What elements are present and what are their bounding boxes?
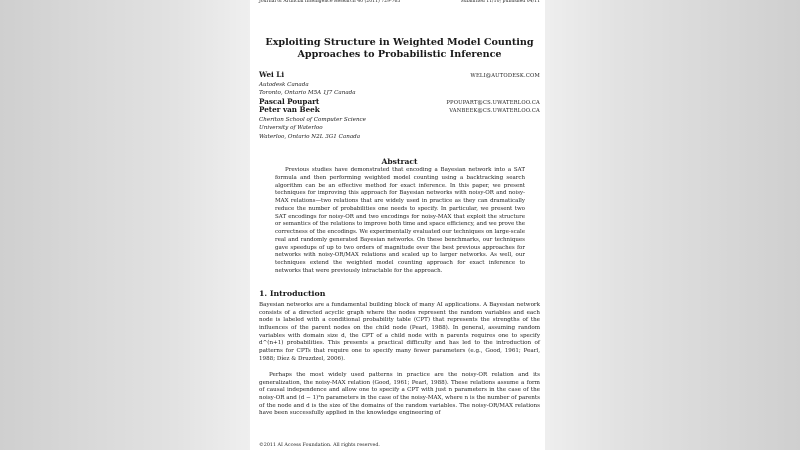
- abstract-text: Previous studies have demonstrated that encoding a Bayesian network into a SAT formula and then performing weighted model counting using a backtracking search algorithm can be an effective method for exact inference. In this paper, we present techniques for improving this approach for Bayesian networks with noisy-OR and noisy-MAX relations—two relations that are widely used in practice as they can dramatically reduce the number of probabilities one needs to specify. In particular, we present two SAT encodings for noisy-OR and two encodings for noisy-MAX that exploit the structure or semantics of the relations to improve both time and space efficiency, and we prove the correctness of the encodings. We experimentally evaluated our techniques on large-scale real and randomly generated Bayesian networks. On these benchmarks, our techniques gave speedups of up to two orders of magnitude over the best previous approaches for networks with noisy-OR/MAX relations and scaled up to larger networks. As well, our techniques extend the weighted model counting approach for exact inference to networks that were previously intractable for the approach.: [275, 167, 525, 274]
- author-name: Pascal Poupart: [259, 97, 320, 106]
- affiliation-line: Toronto, Ontario M5A 1J7 Canada: [259, 90, 356, 96]
- author-email: PPOUPART@CS.UWATERLOO.CA: [446, 100, 540, 106]
- title-line-2: Approaches to Probabilistic Inference: [297, 49, 502, 60]
- author-email: VANBEEK@CS.UWATERLOO.CA: [449, 108, 540, 114]
- blurred-background-left: [0, 0, 250, 450]
- author-name: Wei Li: [259, 70, 285, 79]
- journal-citation: Journal of Artificial Intelligence Research 40 (2011) 729-765: [259, 0, 401, 4]
- running-header: [259, 0, 540, 4]
- paper-page: [250, 0, 545, 450]
- author-peter-van-beek: [259, 106, 540, 141]
- title-line-1: Exploiting Structure in Weighted Model Counting: [265, 37, 534, 48]
- intro-paragraph-1: Bayesian networks are a fundamental building block of many AI applications. A Bayesian network consists of a directed acyclic graph where the nodes represent the random variables and each node is labeled with a conditional probability table (CPT) that represents the strengths of the influences of the parent nodes on the child node (Pearl, 1988). In general, assuming random variables with domain size d, the CPT of a child node with n parents requires one to specify d^(n+1) probabilities. This presents a practical difficulty and has led to the introduction of patterns for CPTs that require one to specify many fewer parameters (e.g., Good, 1961; Pearl, 1988; Díez & Druzdzel, 2006).: [259, 302, 540, 362]
- author-wei-li: [259, 71, 540, 98]
- copyright-footer: ©2011 AI Access Foundation. All rights reserved.: [259, 443, 380, 448]
- affiliation-line: Autodesk Canada: [259, 81, 309, 88]
- submission-dates: Submitted 11/10; published 04/11: [460, 0, 540, 4]
- affiliation-line: University of Waterloo: [259, 125, 323, 131]
- blurred-background-right: [540, 0, 800, 450]
- intro-paragraph-2: Perhaps the most widely used patterns in practice are the noisy-OR relation and its generalization, the noisy-MAX relation (Good, 1961; Pearl, 1988). These relations assume a form of causal independence and allow one to specify a CPT with just n parameters in the case of the noisy-OR and (d − 1)²n parameters in the case of the noisy-MAX, where n is the number of parents of the node and d is the size of the domains of the random variables. The noisy-OR/MAX relations have been successfully applied in the knowledge engineering of: [259, 372, 540, 417]
- affiliation-line: Waterloo, Ontario N2L 3G1 Canada: [259, 133, 361, 140]
- paper-title: [259, 37, 540, 61]
- affiliation-line: Cheriton School of Computer Science: [259, 116, 366, 123]
- author-name: Peter van Beek: [259, 105, 320, 114]
- section-heading-introduction: 1. Introduction: [259, 289, 326, 298]
- author-email: WELI@AUTODESK.COM: [470, 73, 540, 79]
- abstract-heading: Abstract: [381, 157, 418, 166]
